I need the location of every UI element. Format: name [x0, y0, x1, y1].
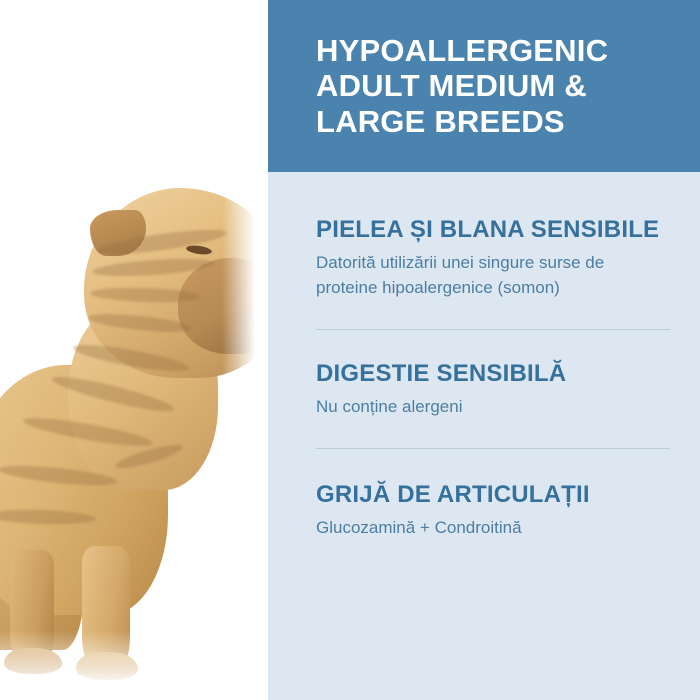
benefit-description: Glucozamină + Condroitină: [316, 517, 522, 537]
benefit-item-digestion: [268, 330, 700, 420]
benefit-title: DIGESTIE SENSIBILĂ: [316, 359, 567, 387]
benefit-description: Nu conține alergeni: [316, 396, 463, 416]
benefit-item-joints: [268, 449, 700, 541]
benefits-panel: [268, 172, 700, 700]
benefit-title: PIELEA ȘI BLANA SENSIBILE: [316, 216, 660, 243]
benefit-title: GRIJĂ DE ARTICULAȚII: [316, 480, 590, 508]
dog-image-panel: [0, 0, 268, 700]
page-title: HYPOALLERGENIC ADULT MEDIUM & LARGE BREEDS: [316, 32, 609, 139]
benefit-item-skin-coat: [268, 172, 700, 301]
benefit-description: Datorită utilizării unei singure surse de proteine hipoalergenice (somon): [316, 253, 605, 297]
image-right-fade: [222, 0, 268, 700]
header-band: [268, 0, 700, 172]
